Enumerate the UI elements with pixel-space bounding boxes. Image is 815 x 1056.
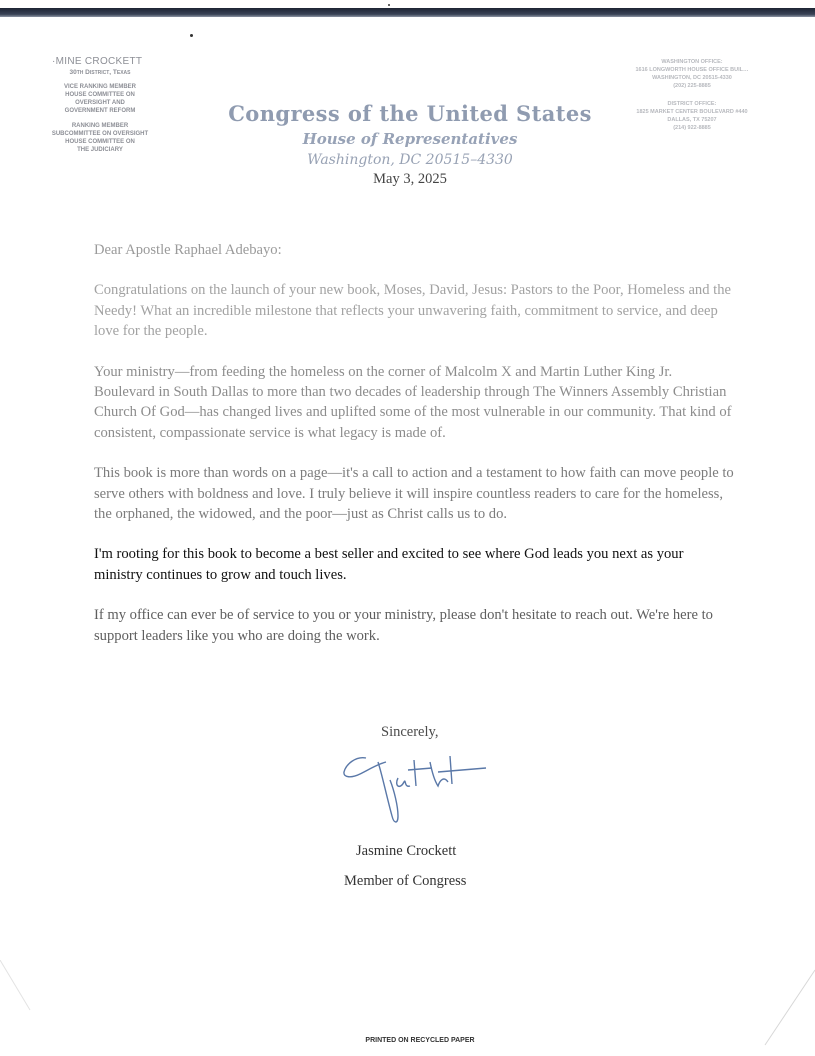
office-addresses — [612, 58, 772, 142]
letterhead — [200, 101, 620, 188]
letterhead-house: House of Representatives — [302, 130, 518, 148]
salutation: Dear Apostle Raphael Adebayo: — [94, 242, 282, 258]
paragraph: I'm rooting for this book to become a best seller and excited to see where God leads you next as your ministry continues to grow and touch lives. — [94, 546, 684, 583]
scan-speck — [388, 4, 390, 6]
scan-corner-mark — [760, 960, 815, 1050]
committee-role: RANKING MEMBER SUBCOMMITTEE ON OVERSIGHT HOUSE COMMITTEE ON THE JUDICIARY — [51, 123, 149, 153]
scan-corner-mark — [0, 960, 40, 1020]
letterhead-congress: Congress of the United States — [228, 101, 592, 126]
paragraph: This book is more than words on a page—it's a call to action and a testament to how faith can move people to serve others with boldness and love. I truly believe it will inspire countless readers to care for the homeless, the orphaned, the widowed, and the poor—just as Christ calls us to do. — [94, 465, 734, 523]
paragraph: Congratulations on the launch of your new book, Moses, David, Jesus: Pastors to the Poor, Homeless and the Needy! What an incredible milestone that reflects your unwavering faith, commitment to service, and deep love for the people. — [94, 282, 732, 340]
letter-body — [94, 240, 734, 666]
scan-edge-bar — [0, 8, 815, 17]
paragraph: If my office can ever be of service to you or your ministry, please don't hesitate to reach out. We're here to support leaders like you who are doing the work. — [94, 607, 713, 644]
closing: Sincerely, — [381, 724, 439, 740]
letterhead-address: Washington, DC 20515–4330 — [307, 152, 513, 168]
signer-name: Jasmine Crockett — [356, 843, 457, 859]
district-office-address: DISTRICT OFFICE: 1825 MARKET CENTER BOULEVARD #440 DALLAS, TX 75207 (214) 922-8885 — [636, 101, 748, 131]
washington-office-address: WASHINGTON OFFICE: 1616 LONGWORTH HOUSE OFFICE BUIL… WASHINGTON, DC 20515-4330 (202) 225-8885 — [635, 59, 749, 89]
scan-speck — [190, 34, 193, 37]
recycled-paper-footer: PRINTED ON RECYCLED PAPER — [365, 1037, 475, 1044]
signer-title: Member of Congress — [344, 873, 467, 889]
paragraph: Your ministry—from feeding the homeless on the corner of Malcolm X and Martin Luther King Jr. Boulevard in South Dallas to more than two decades of leadership through The Winners Assembly Christian Church Of God—has changed lives and uplifted some of the most vulnerable in our community. That kind of consistent, compassionate service is what legacy is made of. — [94, 363, 732, 441]
letter-date: May 3, 2025 — [373, 171, 447, 187]
member-district: 30th District, Texas — [69, 69, 131, 76]
member-name-header: ·MINE CROCKETT — [52, 56, 143, 67]
signature-icon — [338, 750, 488, 835]
member-info-block — [30, 56, 170, 154]
committee-role: VICE RANKING MEMBER HOUSE COMMITTEE ON OVERSIGHT AND GOVERNMENT REFORM — [63, 84, 136, 114]
